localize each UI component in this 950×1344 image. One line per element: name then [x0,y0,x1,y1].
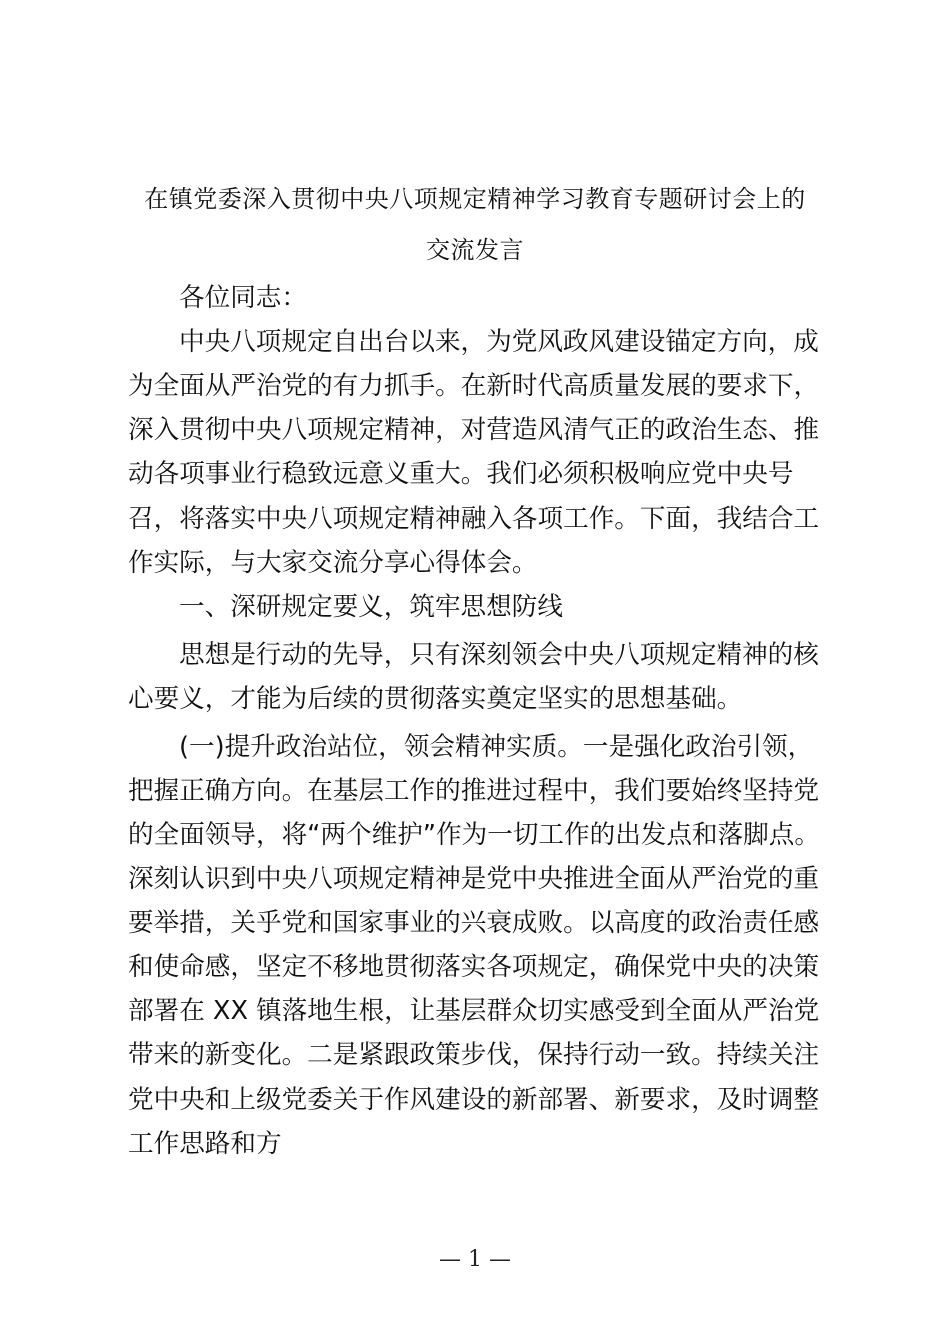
document-title-line-1: 在镇党委深入贯彻中央八项规定精神学习教育专题研讨会上的 [144,185,806,213]
paragraph-line: 深刻认识到中央八项规定精神是党中央推进全面从严治党的重 [128,864,820,894]
document-title-line-2: 交流发言 [426,236,524,264]
page-number: — 1 — [439,1247,511,1272]
paragraph-line: 中央八项规定自出台以来，为党风政风建设锚定方向，成 [179,327,819,357]
paragraph-line: 党中央和上级党委关于作风建设的新部署、新要求，及时调整 [128,1085,820,1115]
paragraph-line: 工作思路和方 [128,1129,282,1159]
paragraph-line: 把握正确方向。在基层工作的推进过程中，我们要始终坚持党 [128,776,820,806]
paragraph-line: 动各项事业行稳致远意义重大。我们必须积极响应党中央号 [128,459,794,489]
paragraph-line: 要举措，关乎党和国家事业的兴衰成败。以高度的政治责任感 [128,908,820,938]
section-heading: 一、深研规定要义，筑牢思想防线 [179,592,563,622]
subsection-line: (一)提升政治站位，领会精神实质。一是强化政治引领， [179,732,814,762]
paragraph-line: 心要义，才能为后续的贯彻落实奠定坚实的思想基础。 [128,684,743,714]
paragraph-line: 思想是行动的先导，只有深刻领会中央八项规定精神的核 [179,640,819,670]
paragraph-line: 召，将落实中央八项规定精神融入各项工作。下面，我结合工 [128,504,820,534]
paragraph-line: 部署在 XX 镇落地生根，让基层群众切实感受到全面从严治党 [128,996,820,1026]
paragraph-line: 为全面从严治党的有力抓手。在新时代高质量发展的要求下， [128,371,820,401]
salutation: 各位同志： [179,283,307,313]
paragraph-line: 深入贯彻中央八项规定精神，对营造风清气正的政治生态、推 [128,415,820,445]
paragraph-line: 带来的新变化。二是紧跟政策步伐，保持行动一致。持续关注 [128,1040,820,1070]
paragraph-line: 作实际，与大家交流分享心得体会。 [128,548,538,578]
paragraph-line: 的全面领导，将“两个维护”作为一切工作的出发点和落脚点。 [128,820,820,850]
paragraph-line: 和使命感，坚定不移地贯彻落实各项规定，确保党中央的决策 [128,952,820,982]
